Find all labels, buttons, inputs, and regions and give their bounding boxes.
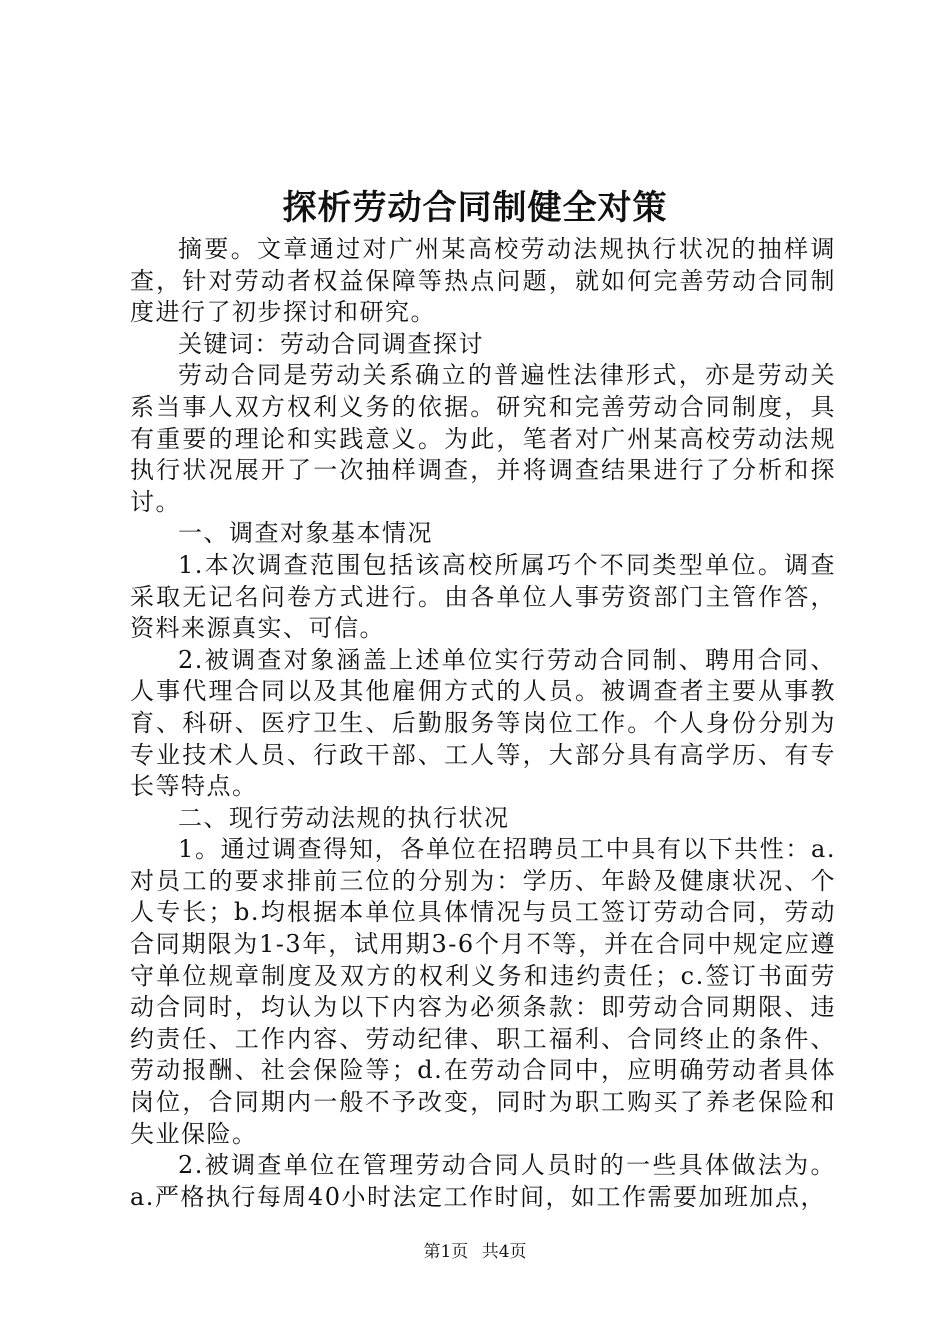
page-footer bbox=[0, 1240, 950, 1264]
document-body bbox=[130, 234, 836, 1213]
paragraph-intro: 劳动合同是劳动关系确立的普遍性法律形式，亦是劳动关系当事人双方权利义务的依据。研究和完善劳动合同制度，具有重要的理论和实践意义。为此，笔者对广州某高校劳动法规执行状况展开了一次抽样调查，并将调查结果进行了分析和探讨。 bbox=[130, 361, 836, 516]
paragraph-1-1: 1.本次调查范围包括该高校所属巧个不同类型单位。调查采取无记名问卷方式进行。由各单位人事劳资部门主管作答，资料来源真实、可信。 bbox=[130, 550, 836, 643]
page-number-current: 第1页 bbox=[423, 1242, 469, 1262]
document-title: 探析劳动合同制健全对策 bbox=[282, 188, 668, 228]
paragraph-keywords: 关键词：劳动合同调查探讨 bbox=[178, 329, 484, 358]
section-heading-2: 二、现行劳动法规的执行状况 bbox=[178, 803, 510, 832]
paragraph-2-2: 2.被调查单位在管理劳动合同人员时的一些具体做法为。a.严格执行每周40小时法定工作时间，如工作需要加班加点， bbox=[130, 1151, 836, 1211]
section-heading-1: 一、调查对象基本情况 bbox=[178, 519, 433, 548]
paragraph-2-1: 1。通过调查得知，各单位在招聘员工中具有以下共性：a.对员工的要求排前三位的分别为：学历、年龄及健康状况、个人专长；b.均根据本单位具体情况与员工签订劳动合同，劳动合同期限为1-3年，试用期3-6个月不等，并在合同中规定应遵守单位规章制度及双方的权利义务和违约责任；c.签订书面劳动合同时，均认为以下内容为必须条款：即劳动合同期限、违约责任、工作内容、劳动纪律、职工福利、合同终止的条件、劳动报酬、社会保险等；d.在劳动合同中，应明确劳动者具体岗位，合同期内一般不予改变，同时为职工购买了养老保险和失业保险。 bbox=[130, 835, 836, 1148]
paragraph-abstract: 摘要。文章通过对广州某高校劳动法规执行状况的抽样调查，针对劳动者权益保障等热点问题，就如何完善劳动合同制度进行了初步探讨和研究。 bbox=[130, 235, 836, 327]
paragraph-1-2: 2.被调查对象涵盖上述单位实行劳动合同制、聘用合同、人事代理合同以及其他雇佣方式的人员。被调查者主要从事教育、科研、医疗卫生、后勤服务等岗位工作。个人身份分别为专业技术人员、行政干部、工人等，大部分具有高学历、有专长等特点。 bbox=[130, 645, 836, 801]
page-number-total: 共4页 bbox=[481, 1242, 527, 1262]
